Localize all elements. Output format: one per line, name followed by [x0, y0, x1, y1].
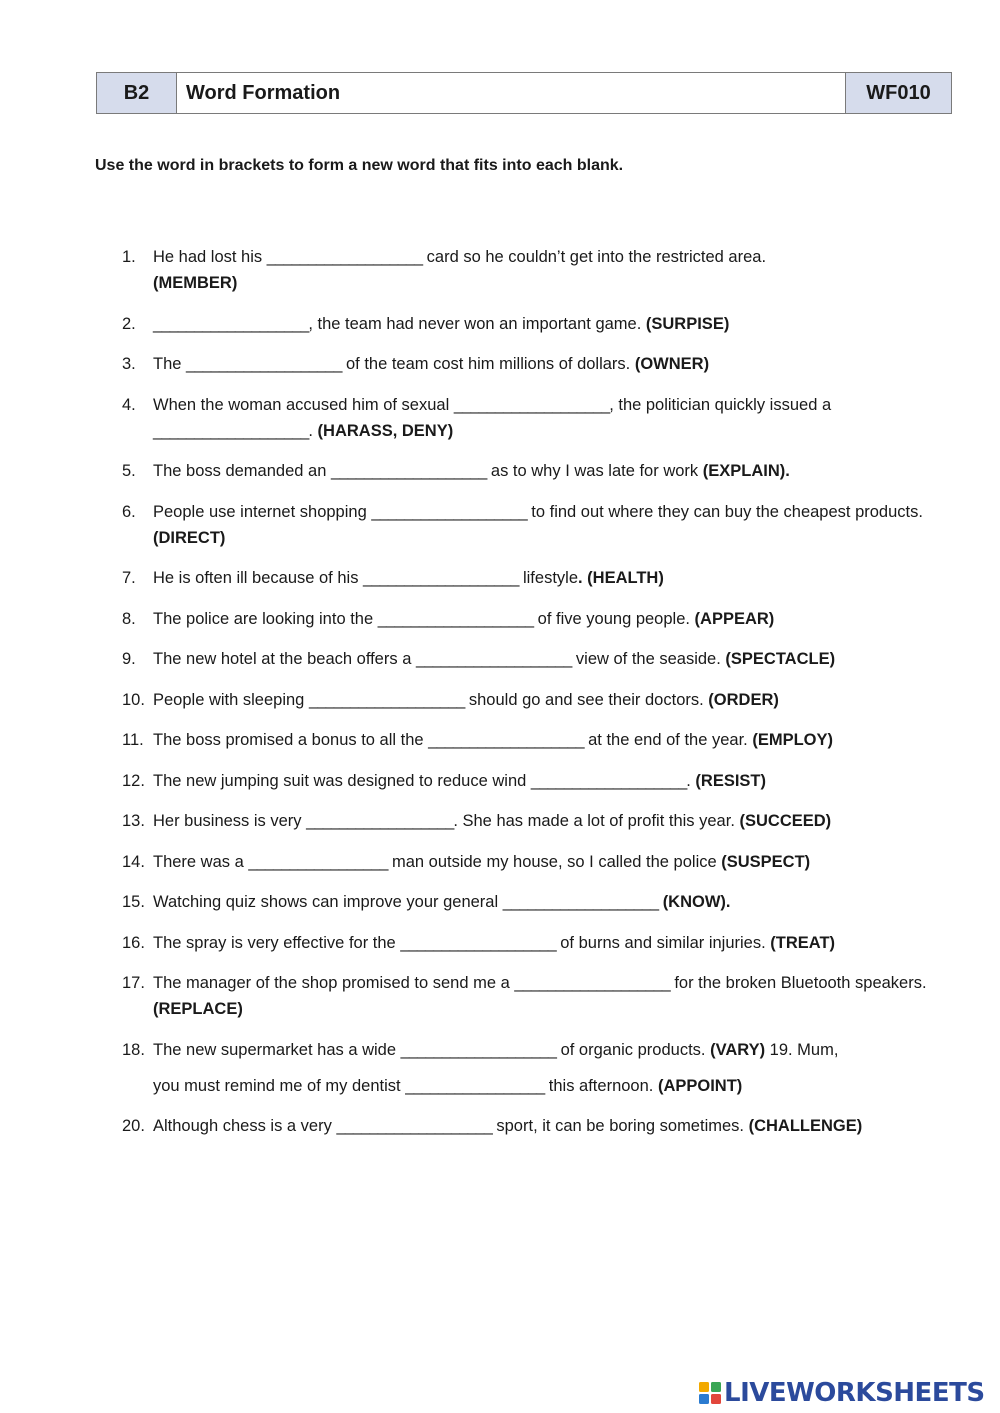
worksheet-title: Word Formation — [177, 73, 845, 113]
answer-blank[interactable]: ___________________ — [428, 731, 584, 749]
item-text: The manager of the shop promised to send me a ___________________ for the broken Bluetooth speakers. (REPLACE) — [153, 974, 927, 1018]
answer-blank[interactable]: ___________________ — [266, 248, 423, 266]
liveworksheets-brand — [698, 1377, 985, 1409]
list-item — [122, 392, 952, 444]
word-hint: (APPOINT) — [657, 1076, 743, 1095]
word-hint: (APPEAR) — [694, 609, 775, 628]
answer-blank[interactable]: ___________________ — [308, 690, 465, 709]
list-item — [122, 970, 952, 1022]
word-hint: (MEMBER) — [153, 274, 238, 292]
answer-blank[interactable]: ___________________ — [330, 462, 487, 480]
level-badge: B2 — [97, 73, 177, 113]
list-item — [122, 808, 952, 834]
item-text: The ___________________ of the team cost him millions of dollars. (OWNER) — [153, 355, 710, 373]
item-number: 16. — [122, 933, 145, 952]
item-number: 20. — [122, 1117, 145, 1135]
exercise-list — [122, 244, 952, 1154]
list-item — [122, 311, 952, 337]
item-number: 13. — [122, 812, 145, 830]
answer-blank[interactable]: ___________________ — [363, 569, 519, 587]
item-text: Although chess is a very ___________________ sport, it can be boring sometimes. (CHALLENGE) — [153, 1117, 863, 1135]
item-number: 18. — [122, 1040, 145, 1059]
answer-blank[interactable]: ___________________ — [415, 650, 572, 668]
word-hint: (SUCCEED) — [739, 812, 832, 830]
word-hint: (SURPISE) — [645, 314, 730, 333]
item-text: The police are looking into the ___________________ of five young people. (APPEAR) — [153, 609, 775, 628]
answer-blank[interactable]: ___________________ — [514, 974, 670, 992]
item-text: The new supermarket has a wide ___________________ of organic products. (VARY) 19. Mum, — [153, 1040, 839, 1059]
list-item — [122, 768, 952, 794]
liveworksheets-logo-icon — [698, 1380, 722, 1406]
list-item — [122, 1073, 952, 1099]
word-hint: (DIRECT) — [153, 528, 226, 547]
word-hint: (EMPLOY) — [752, 731, 833, 749]
brand-wordmark: LIVEWORKSHEETS — [724, 1378, 985, 1408]
item-number: 2. — [122, 314, 136, 333]
worksheet-code: WF010 — [845, 73, 951, 113]
list-item — [122, 458, 952, 484]
item-text: People with sleeping ___________________ should go and see their doctors. (ORDER) — [153, 690, 779, 709]
answer-blank[interactable]: ___________________ — [377, 609, 534, 628]
word-hint: (CHALLENGE) — [748, 1117, 863, 1135]
item-number: 5. — [122, 462, 136, 480]
list-item — [122, 727, 952, 753]
answer-blank[interactable]: ___________________ — [153, 314, 309, 333]
item-number — [122, 1073, 153, 1099]
answer-blank[interactable]: ___________________ — [400, 1040, 556, 1059]
item-text: People use internet shopping ___________________ to find out where they can buy the cheapest products. (DIRECT) — [153, 502, 923, 547]
answer-blank[interactable]: _________________ — [405, 1076, 545, 1095]
item-number: 17. — [122, 974, 145, 992]
list-item — [122, 499, 952, 551]
item-number: 11. — [122, 731, 144, 749]
item-number: 12. — [122, 771, 145, 790]
word-hint: (TREAT) — [770, 933, 836, 952]
item-text: When the woman accused him of sexual ___________________, the politician quickly issued a ___________________. (HARASS, DENY) — [153, 395, 832, 440]
answer-blank[interactable]: __________________ — [306, 812, 454, 830]
word-hint: (OWNER) — [634, 355, 710, 373]
item-text: ___________________, the team had never won an important game. (SURPISE) — [153, 314, 730, 333]
list-item — [122, 1037, 952, 1063]
answer-blank[interactable]: ___________________ — [153, 421, 309, 440]
item-number: 4. — [122, 395, 136, 414]
list-item — [122, 930, 952, 956]
word-hint: (HARASS, DENY) — [317, 421, 454, 440]
answer-blank[interactable]: ___________________ — [400, 933, 556, 952]
item-text: He is often ill because of his ___________________ lifestyle. (HEALTH) — [153, 569, 664, 587]
answer-blank[interactable]: ___________________ — [502, 893, 659, 911]
answer-blank[interactable]: ___________________ — [453, 395, 610, 414]
list-item — [122, 351, 952, 377]
item-number: 1. — [122, 248, 136, 266]
answer-blank[interactable]: ___________________ — [371, 502, 527, 521]
answer-blank[interactable]: ___________________ — [336, 1117, 492, 1135]
worksheet-header — [96, 72, 952, 114]
item-text: Her business is very __________________. She has made a lot of profit this year. (SUCCEED) — [153, 812, 832, 830]
list-item — [122, 849, 952, 875]
answer-blank[interactable]: ___________________ — [186, 355, 342, 373]
list-item — [122, 606, 952, 632]
word-hint: (RESIST) — [695, 771, 767, 790]
word-hint: (VARY) — [710, 1040, 766, 1059]
word-hint: (SPECTACLE) — [725, 650, 836, 668]
word-hint: . (HEALTH) — [578, 569, 664, 587]
item-number: 6. — [122, 502, 136, 521]
item-number: 9. — [122, 650, 136, 668]
item-text: you must remind me of my dentist _________________ this afternoon. (APPOINT) — [153, 1076, 743, 1095]
item-number: 8. — [122, 609, 136, 628]
item-text: The boss demanded an ___________________ as to why I was late for work (EXPLAIN). — [153, 462, 790, 480]
item-text: He had lost his ___________________ card so he couldn’t get into the restricted area. (MEMBER) — [153, 248, 767, 292]
item-text: The new jumping suit was designed to reduce wind ___________________. (RESIST) — [153, 771, 767, 790]
word-hint: (KNOW). — [662, 893, 731, 911]
list-item — [122, 565, 952, 591]
item-text: The spray is very effective for the ___________________ of burns and similar injuries. (TREAT) — [153, 933, 836, 952]
word-hint: (SUSPECT) — [721, 852, 811, 871]
word-hint: (EXPLAIN). — [702, 462, 790, 480]
list-item — [122, 244, 952, 296]
word-hint: (REPLACE) — [153, 1000, 243, 1018]
item-number: 7. — [122, 569, 136, 587]
list-item — [122, 889, 952, 915]
item-text: The new hotel at the beach offers a ___________________ view of the seaside. (SPECTACLE) — [153, 650, 836, 668]
list-item — [122, 646, 952, 672]
item-number: 14. — [122, 852, 145, 871]
word-hint: (ORDER) — [708, 690, 779, 709]
item-number: 15. — [122, 893, 145, 911]
item-text: The boss promised a bonus to all the ___________________ at the end of the year. (EMPLOY) — [153, 731, 833, 749]
instruction: Use the word in brackets to form a new word that fits into each blank. — [95, 157, 624, 174]
item-text: There was a _________________ man outside my house, so I called the police (SUSPECT) — [153, 852, 811, 871]
item-number: 10. — [122, 690, 145, 709]
answer-blank[interactable]: ___________________ — [530, 771, 687, 790]
list-item — [122, 687, 952, 713]
list-item — [122, 1113, 952, 1139]
item-text: Watching quiz shows can improve your general ___________________ (KNOW). — [153, 893, 731, 911]
item-number: 3. — [122, 355, 136, 373]
answer-blank[interactable]: _________________ — [248, 852, 388, 871]
